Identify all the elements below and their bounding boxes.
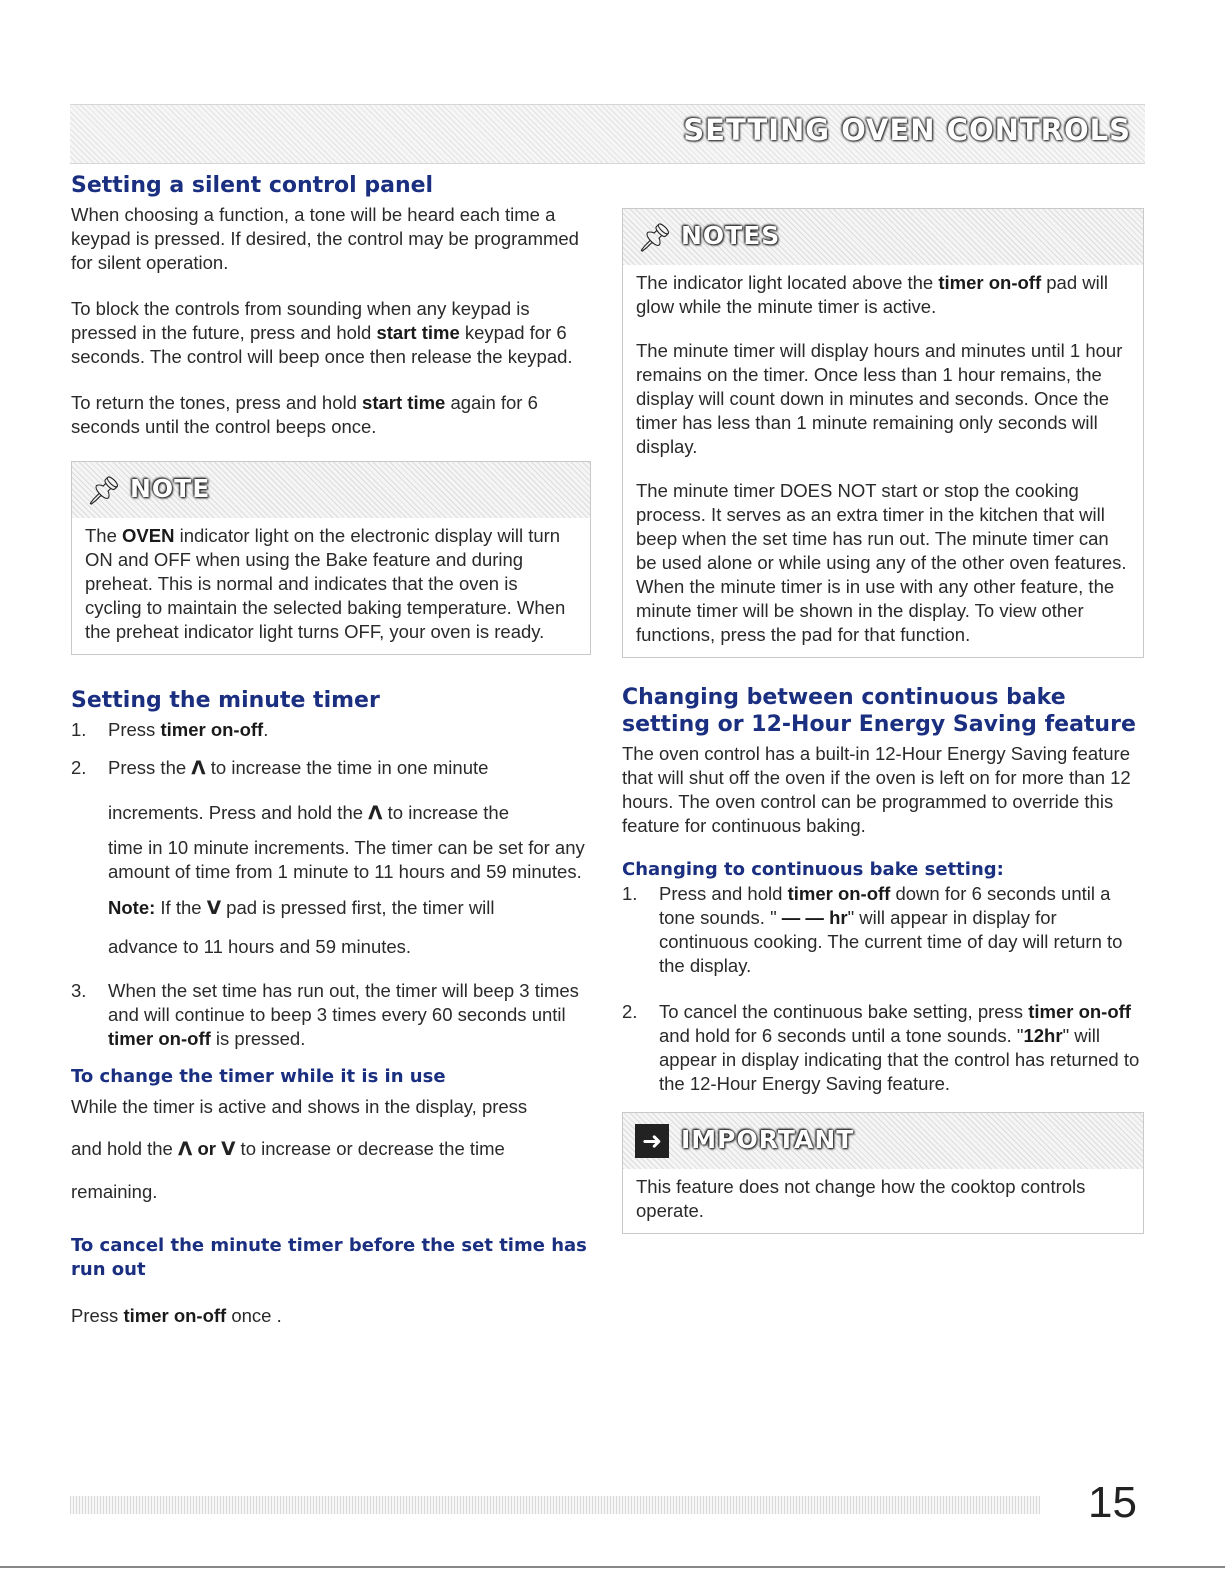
change-timer-p2: and hold the Λ or V to increase or decrease the time [71, 1138, 505, 1160]
notes-p2: The minute timer will display hours and minutes until 1 hour remains on the timer. Once less than 1 hour remains, the display will count down in minutes and seconds. Once the timer has less than 1 minute remaining only seconds will display. [636, 340, 1123, 457]
left-column [71, 172, 591, 1328]
change-timer-p3: remaining. [71, 1181, 158, 1202]
important-box-header [623, 1113, 1143, 1169]
cancel-timer-heading: To cancel the minute timer before the set time has run out [71, 1235, 587, 1280]
footer-band [70, 1496, 1040, 1514]
page-number: 15 [1088, 1478, 1137, 1527]
notes-box-header [623, 209, 1143, 265]
change-timer-p1: While the timer is active and shows in the display, press [71, 1096, 528, 1117]
silent-p3: To return the tones, press and hold start time again for 6 seconds until the control beeps once. [71, 392, 538, 437]
arrow-right-icon: ➜ [635, 1124, 669, 1158]
timer-heading: Setting the minute timer [71, 688, 380, 713]
down-arrow-icon: V [206, 898, 222, 919]
page-title: SETTING OVEN CONTROLS [683, 113, 1131, 147]
timer-step-2: 2. Press the Λ to increase the time in one minute increments. Press and hold the Λ to increase the time in 10 minute increments. The timer can be set for any amount of time from 1 minute to 11 hours and 59 minutes. Note: If the V pad is pressed first, the timer will advance to 11 hours and 59 minutes. [71, 757, 585, 957]
notes-label: NOTES [681, 221, 781, 250]
bake-heading: Changing between continuous bake setting or 12-Hour Energy Saving feature [622, 685, 1136, 737]
notes-p1: The indicator light located above the timer on-off pad will glow while the minute timer is active. [636, 272, 1108, 317]
bake-p1: The oven control has a built-in 12-Hour Energy Saving feature that will shut off the oven if the oven is left on for more than 12 hours. The oven control can be programmed to override this feature for continuous baking. [622, 743, 1131, 836]
important-body [623, 1169, 1143, 1233]
bottom-rule [0, 1566, 1225, 1568]
timer-steps [71, 718, 591, 1051]
note-box [71, 461, 591, 655]
up-arrow-icon: Λ [177, 1139, 193, 1160]
silent-p1: When choosing a function, a tone will be heard each time a keypad is pressed. If desired, the control may be programmed for silent operation. [71, 204, 579, 273]
bake-steps [622, 882, 1144, 1096]
important-text: This feature does not change how the cooktop controls operate. [636, 1176, 1086, 1221]
bake-subheading: Changing to continuous bake setting: [622, 859, 1004, 880]
timer-step-1: 1. Press timer on-off. [71, 719, 269, 740]
cancel-timer-text: Press timer on-off once . [71, 1305, 282, 1326]
note-text: The OVEN indicator light on the electronic display will turn ON and OFF when using the Bake feature and during preheat. This is normal and indicates that the oven is cycling to maintain the selected baking temperature. When the preheat indicator light turns OFF, your oven is ready. [85, 525, 566, 642]
bake-step-2: 2. To cancel the continuous bake setting, press timer on-off and hold for 6 seconds until a tone sounds. "12hr" will appear in display indicating that the control has returned to the 12-Hour Energy Saving feature. [622, 1001, 1140, 1094]
note-body [72, 518, 590, 654]
pushpin-icon: 📌︎ [86, 474, 122, 507]
right-column [622, 204, 1144, 1234]
silent-heading: Setting a silent control panel [71, 173, 434, 198]
header-band [70, 104, 1145, 164]
notes-box [622, 208, 1144, 658]
important-label: IMPORTANT [681, 1125, 855, 1154]
up-arrow-icon: Λ [368, 803, 383, 824]
notes-p3: The minute timer DOES NOT start or stop the cooking process. It serves as an extra timer in the kitchen that will beep when the set time has run out. The minute timer can be used alone or while using any of the other oven features. When the minute timer is in use with any other feature, the minute timer will be shown in the display. To view other functions, press the pad for that function. [636, 480, 1127, 645]
up-arrow-icon: Λ [191, 758, 206, 779]
important-box [622, 1112, 1144, 1234]
down-arrow-icon: V [221, 1139, 236, 1160]
note-box-header [72, 462, 590, 518]
note-label: NOTE [130, 474, 211, 503]
timer-step-3: 3. When the set time has run out, the timer will beep 3 times and will continue to beep 3 times every 60 seconds until timer on-off is pressed. [71, 980, 579, 1049]
bake-step-1: 1. Press and hold timer on-off down for 6 seconds until a tone sounds. " — — hr" will appear in display for continuous cooking. The current time of day will return to the display. [622, 883, 1123, 976]
silent-p2: To block the controls from sounding when any keypad is pressed in the future, press and hold start time keypad for 6 seconds. The control will beep once then release the keypad. [71, 298, 573, 367]
change-timer-heading: To change the timer while it is in use [71, 1066, 446, 1087]
notes-body [623, 265, 1143, 657]
pushpin-icon: 📌︎ [637, 221, 673, 254]
